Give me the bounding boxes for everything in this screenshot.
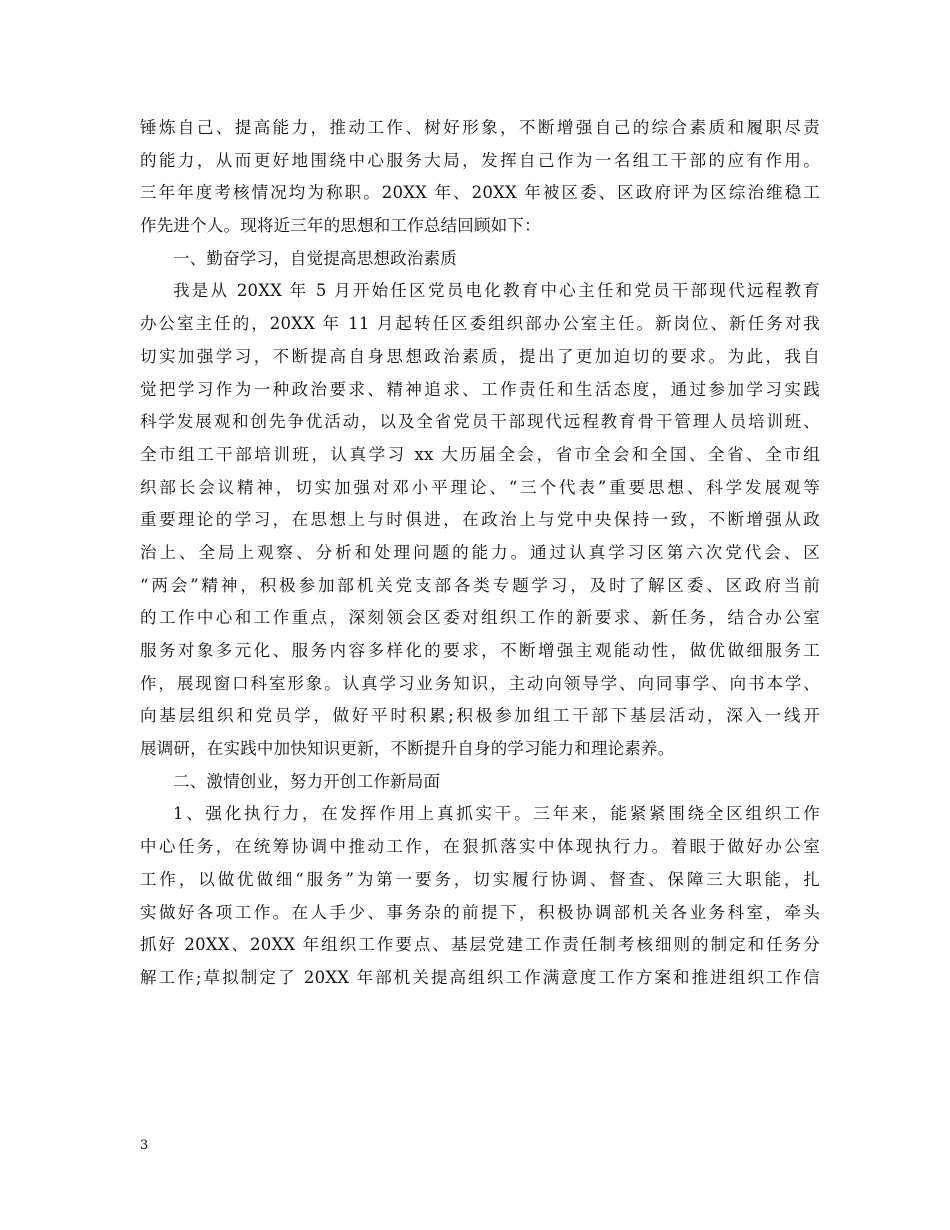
text-line: 实做好各项工作。在人手少、事务杂的前提下，积极协调部机关各业务科室，牵头: [140, 902, 820, 922]
text-line: 抓好 20XX、20XX 年组织工作要点、基层党建工作责任制考核细则的制定和任务分: [140, 935, 820, 955]
text-line: 中心任务，在统筹协调中推动工作，在狠抓落实中体现执行力。着眼于做好办公室: [140, 837, 820, 857]
text-line: 三年年度考核情况均为称职。20XX 年、20XX 年被区委、区政府评为区综治维稳工: [140, 183, 820, 203]
text-line: 全市组工干部培训班，认真学习 xx 大历届全会，省市全会和全国、全省、全市组: [140, 444, 820, 464]
page-number: 3: [140, 1138, 149, 1153]
text-line: 觉把学习作为一种政治要求、精神追求、工作责任和生活态度，通过参加学习实践: [140, 379, 820, 399]
text-line: “两会”精神，积极参加部机关党支部各类专题学习，及时了解区委、区政府当前: [140, 575, 820, 595]
section-heading: 二、激情创业，努力开创工作新局面: [173, 771, 441, 791]
text-line: 的能力，从而更好地围绕中心服务大局，发挥自己作为一名组工干部的应有作用。: [140, 150, 820, 170]
text-line: 服务对象多元化、服务内容多样化的要求，不断增强主观能动性，做优做细服务工: [140, 641, 820, 660]
text-line: 织部长会议精神，切实加强对邓小平理论、“三个代表”重要思想、科学发展观等: [140, 477, 820, 497]
text-line: 切实加强学习，不断提高自身思想政治素质，提出了更加迫切的要求。为此，我自: [140, 346, 820, 366]
paragraph-first-line: 我是从 20XX 年 5 月开始任区党员电化教育中心主任和党员干部现代远程教育: [173, 281, 820, 301]
text-line: 科学发展观和创先争优活动，以及全省党员干部现代远程教育骨干管理人员培训班、: [140, 412, 820, 432]
text-line: 向基层组织和党员学，做好平时积累;积极参加组工干部下基层活动，深入一线开: [140, 706, 820, 726]
text-line: 治上、全局上观察、分析和处理问题的能力。通过认真学习区第六次党代会、区: [140, 542, 820, 562]
text-line: 展调研，在实践中加快知识更新，不断提升自身的学习能力和理论素养。: [140, 739, 675, 759]
text-line: 作，展现窗口科室形象。认真学习业务知识，主动向领导学、向同事学、向书本学、: [140, 673, 820, 693]
text-line: 锤炼自己、提高能力，推动工作、树好形象，不断增强自己的综合素质和履职尽责: [140, 118, 820, 137]
text-line: 工作，以做优做细“服务”为第一要务，切实履行协调、督查、保障三大职能，扎: [140, 869, 820, 889]
text-line: 重要理论的学习，在思想上与时俱进，在政治上与党中央保持一致，不断增强从政: [140, 510, 820, 530]
text-line: 的工作中心和工作重点，深刻领会区委对组织工作的新要求、新任务，结合办公室: [140, 608, 820, 628]
document-body: [140, 112, 820, 995]
text-line: 作先进个人。现将近三年的思想和工作总结回顾如下：: [140, 216, 541, 236]
section-heading: 一、勤奋学习，自觉提高思想政治素质: [173, 248, 457, 268]
text-line: 办公室主任的，20XX 年 11 月起转任区委组织部办公室主任。新岗位、新任务对我: [140, 314, 820, 334]
text-line: 解工作;草拟制定了 20XX 年部机关提高组织工作满意度工作方案和推进组织工作信: [140, 967, 820, 987]
paragraph-first-line: 1、强化执行力，在发挥作用上真抓实干。三年来，能紧紧围绕全区组织工作: [173, 804, 820, 824]
